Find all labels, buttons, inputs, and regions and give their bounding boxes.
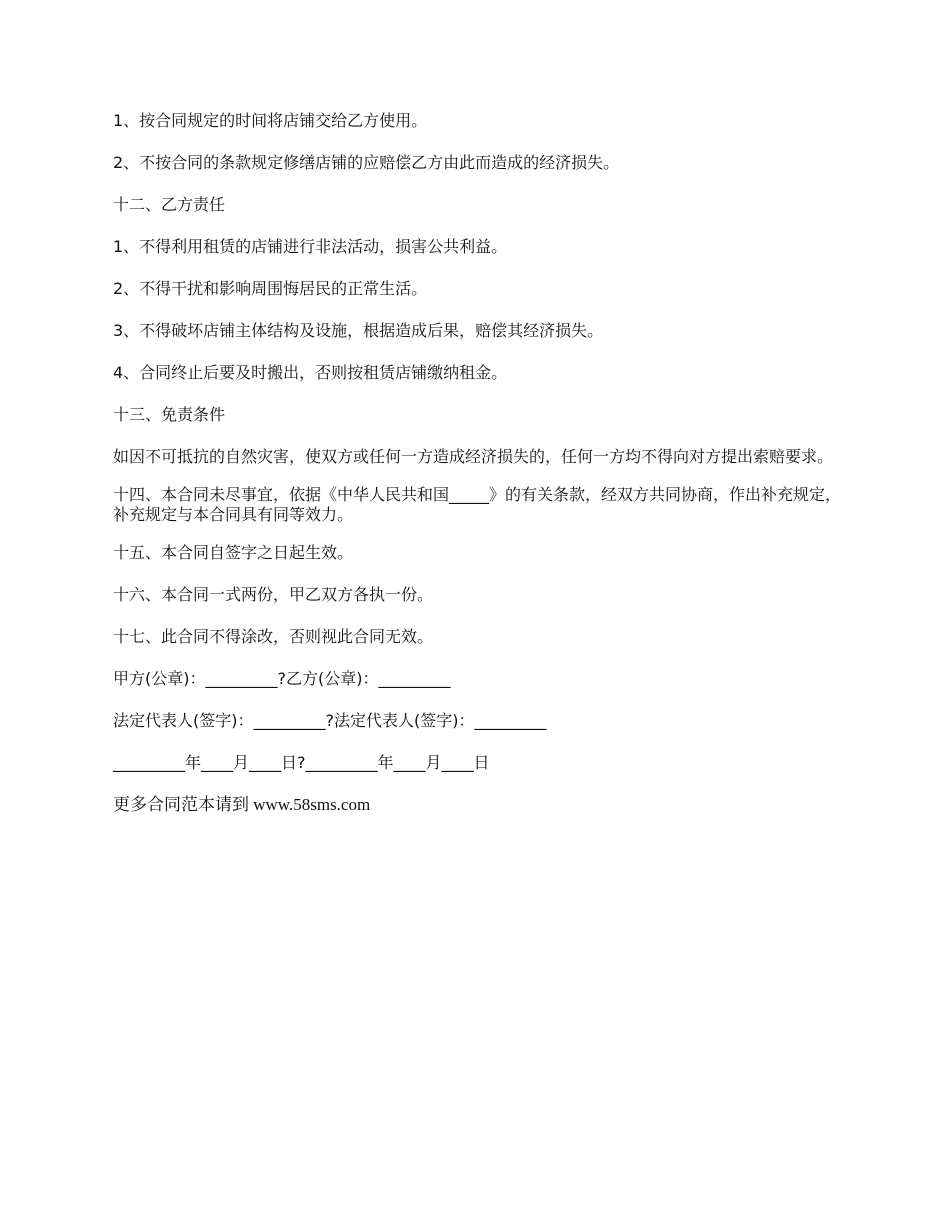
clause-tenant-4: 4、合同终止后要及时搬出，否则按租赁店铺缴纳租金。 <box>113 363 508 382</box>
clause-fifteen: 十五、本合同自签字之日起生效。 <box>113 543 354 562</box>
clause-tenant-3: 3、不得破坏店铺主体结构及设施，根据造成后果，赔偿其经济损失。 <box>113 321 604 340</box>
clause-landlord-2: 2、不按合同的条款规定修缮店铺的应赔偿乙方由此而造成的经济损失。 <box>113 153 620 172</box>
footer-more-templates: 更多合同范本请到 www.58sms.com <box>113 795 371 814</box>
clause-seventeen: 十七、此合同不得涂改，否则视此合同无效。 <box>113 627 434 646</box>
clause-fourteen: 十四、本合同未尽事宜，依据《中华人民共和国_____》的有关条款，经双方共同协商，作出补充规定，补充规定与本合同具有同等效力。 <box>113 485 842 524</box>
signature-representative-line: 法定代表人(签字)：_________?法定代表人(签字)：_________ <box>113 711 547 730</box>
document-body <box>113 111 843 837</box>
clause-exemption: 如因不可抵抗的自然灾害，使双方或任何一方造成经济损失的，任何一方均不得向对方提出索赔要求。 <box>113 447 834 466</box>
clause-tenant-1: 1、不得利用租赁的店铺进行非法活动，损害公共利益。 <box>113 237 508 256</box>
section-heading-tenant-duties: 十二、乙方责任 <box>113 195 226 214</box>
clause-landlord-1: 1、按合同规定的时间将店铺交给乙方使用。 <box>113 111 428 130</box>
clause-tenant-2: 2、不得干扰和影响周围悔居民的正常生活。 <box>113 279 428 298</box>
section-heading-exemption: 十三、免责条件 <box>113 405 226 424</box>
signature-seal-line: 甲方(公章)：_________?乙方(公章)：_________ <box>113 669 451 688</box>
clause-sixteen: 十六、本合同一式两份，甲乙双方各执一份。 <box>113 585 434 604</box>
signature-date-line: _________年____月____日?_________年____月____日 <box>113 753 490 772</box>
